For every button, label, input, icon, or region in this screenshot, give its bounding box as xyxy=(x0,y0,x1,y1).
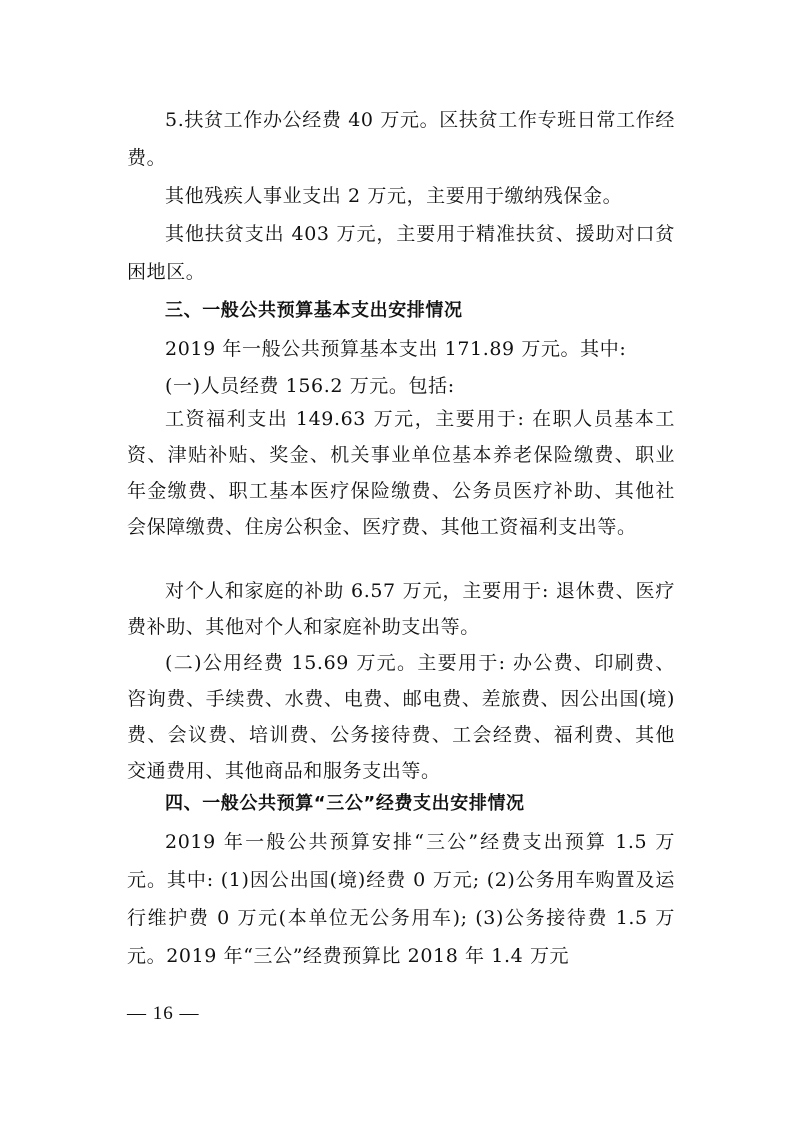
page-number: — 16 — xyxy=(127,1003,200,1024)
paragraph-basic-expenditure-total: 2019 年一般公共预算基本支出 171.89 万元。其中: xyxy=(165,338,627,360)
heading-basic-expenditure: 三、一般公共预算基本支出安排情况 xyxy=(165,300,463,321)
paragraph-household-subsidy: 对个人和家庭的补助 6.57 万元，主要用于: 退休费、医疗费补助、其他对个人和家庭补助支出等。 xyxy=(127,580,675,638)
heading-three-public-funds: 四、一般公共预算“三公”经费支出安排情况 xyxy=(165,793,525,814)
paragraph-public-funds: (二)公用经费 15.69 万元。主要用于: 办公费、印刷费、咨询费、手续费、水费、电费、邮电费、差旅费、因公出国(境)费、会议费、培训费、公务接待费、工会经费、福利费、其他交通费用、其他商品和服务支出等。 xyxy=(127,652,675,782)
paragraph-personnel-funds: (一)人员经费 156.2 万元。包括: xyxy=(165,375,455,397)
paragraph-three-public-budget: 2019 年一般公共预算安排“三公”经费支出预算 1.5 万元。其中: (1)因公出国(境)经费 0 万元; (2)公务用车购置及运行维护费 0 万元(本单位无公务用车); (3)公务接待费 1.5 万元。2019 年“三公”经费预算比 2018 年 1.4 万元 xyxy=(127,831,675,967)
paragraph-wages-welfare: 工资福利支出 149.63 万元，主要用于: 在职人员基本工资、津贴补贴、奖金、机关事业单位基本养老保险缴费、职业年金缴费、职工基本医疗保险缴费、公务员医疗补助、其他社会保障缴费、住房公积金、医疗费、其他工资福利支出等。 xyxy=(127,408,675,538)
paragraph-disability-expenditure: 其他残疾人事业支出 2 万元，主要用于缴纳残保金。 xyxy=(165,185,623,207)
paragraph-poverty-office-funds: 5.扶贫工作办公经费 40 万元。区扶贫工作专班日常工作经费。 xyxy=(127,109,675,169)
paragraph-poverty-other-expenditure: 其他扶贫支出 403 万元，主要用于精准扶贫、援助对口贫困地区。 xyxy=(127,223,675,283)
